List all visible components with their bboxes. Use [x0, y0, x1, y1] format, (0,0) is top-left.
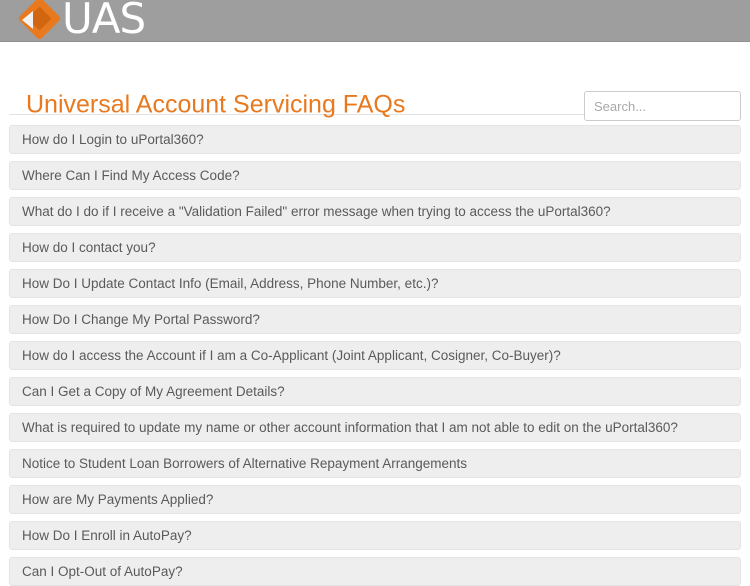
top-navigation-bar	[0, 0, 750, 42]
cube-logo-icon	[18, 0, 60, 40]
faq-item[interactable]: How do I Login to uPortal360?	[9, 125, 741, 154]
faq-item[interactable]: What is required to update my name or other account information that I am not able to edit on the uPortal360?	[9, 413, 741, 442]
faq-item[interactable]: How do I access the Account if I am a Co-Applicant (Joint Applicant, Cosigner, Co-Buyer)?	[9, 341, 741, 370]
page-title: Universal Account Servicing FAQs	[26, 90, 406, 119]
uas-logo[interactable]	[18, 0, 145, 42]
faq-item[interactable]: How Do I Update Contact Info (Email, Address, Phone Number, etc.)?	[9, 269, 741, 298]
faq-item[interactable]: Can I Opt-Out of AutoPay?	[9, 557, 741, 586]
faq-item[interactable]: How Do I Enroll in AutoPay?	[9, 521, 741, 550]
faq-item[interactable]: Where Can I Find My Access Code?	[9, 161, 741, 190]
faq-item[interactable]: Can I Get a Copy of My Agreement Details?	[9, 377, 741, 406]
search-input[interactable]	[584, 91, 741, 121]
faq-item[interactable]: Notice to Student Loan Borrowers of Alternative Repayment Arrangements	[9, 449, 741, 478]
faq-list	[0, 115, 750, 586]
faq-item[interactable]: How are My Payments Applied?	[9, 485, 741, 514]
faq-item[interactable]: How do I contact you?	[9, 233, 741, 262]
logo-text: UAS	[62, 0, 146, 43]
faq-item[interactable]: What do I do if I receive a "Validation Failed" error message when trying to access the uPortal360?	[9, 197, 741, 226]
faq-item[interactable]: How Do I Change My Portal Password?	[9, 305, 741, 334]
page-header	[0, 42, 750, 119]
